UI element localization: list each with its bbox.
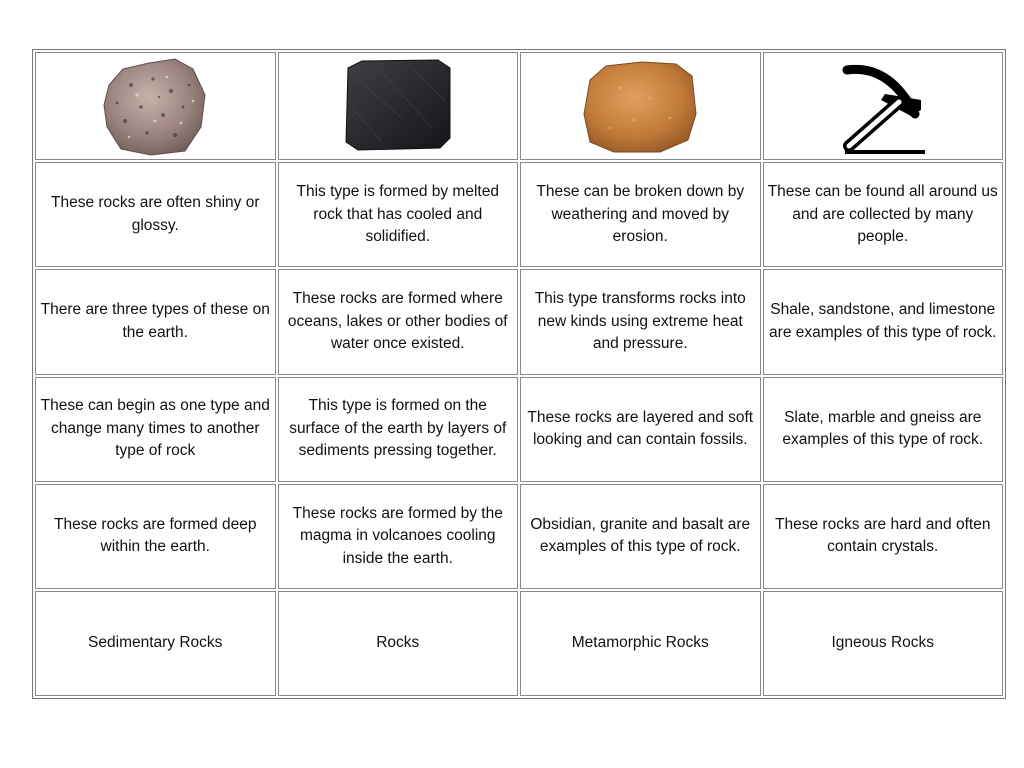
card-cell: These rocks are layered and soft looking and can contain fossils. <box>520 377 761 482</box>
card-cell: There are three types of these on the earth. <box>35 269 276 374</box>
card-cell: These rocks are formed by the magma in volcanoes cooling inside the earth. <box>278 484 519 589</box>
card-cell: These rocks are formed deep within the earth. <box>35 484 276 589</box>
heading-card-igneous: Igneous Rocks <box>763 591 1004 696</box>
card-cell: Obsidian, granite and basalt are examples of this type of rock. <box>520 484 761 589</box>
card-row-5-headings <box>35 591 1003 696</box>
granite-rock-icon <box>101 55 209 157</box>
card-cell: Shale, sandstone, and limestone are examples of this type of rock. <box>763 269 1004 374</box>
card-cell: These rocks are formed where oceans, lakes or other bodies of water once existed. <box>278 269 519 374</box>
card-cell: These can begin as one type and change many times to another type of rock <box>35 377 276 482</box>
card-cell: These can be broken down by weathering and moved by erosion. <box>520 162 761 267</box>
card-row-1 <box>35 162 1003 267</box>
card-image-basalt <box>278 52 519 160</box>
card-image-granite <box>35 52 276 160</box>
sandstone-rock-icon <box>580 58 700 154</box>
card-cell: This type is formed on the surface of the earth by layers of sediments pressing together. <box>278 377 519 482</box>
rock-card-table <box>33 50 1005 698</box>
card-cell: These rocks are often shiny or glossy. <box>35 162 276 267</box>
basalt-rock-icon <box>342 58 454 154</box>
heading-card-sedimentary: Sedimentary Rocks <box>35 591 276 696</box>
pickaxe-icon <box>833 56 933 156</box>
heading-card-rocks: Rocks <box>278 591 519 696</box>
card-cell: This type is formed by melted rock that has cooled and solidified. <box>278 162 519 267</box>
card-image-sandstone <box>520 52 761 160</box>
image-row <box>35 52 1003 160</box>
card-row-2 <box>35 269 1003 374</box>
card-row-3 <box>35 377 1003 482</box>
card-cell: These rocks are hard and often contain crystals. <box>763 484 1004 589</box>
card-image-pickaxe <box>763 52 1004 160</box>
card-row-4 <box>35 484 1003 589</box>
card-cell: This type transforms rocks into new kinds using extreme heat and pressure. <box>520 269 761 374</box>
card-cell: These can be found all around us and are collected by many people. <box>763 162 1004 267</box>
card-cell: Slate, marble and gneiss are examples of this type of rock. <box>763 377 1004 482</box>
rock-card-sheet <box>32 49 1006 699</box>
heading-card-metamorphic: Metamorphic Rocks <box>520 591 761 696</box>
